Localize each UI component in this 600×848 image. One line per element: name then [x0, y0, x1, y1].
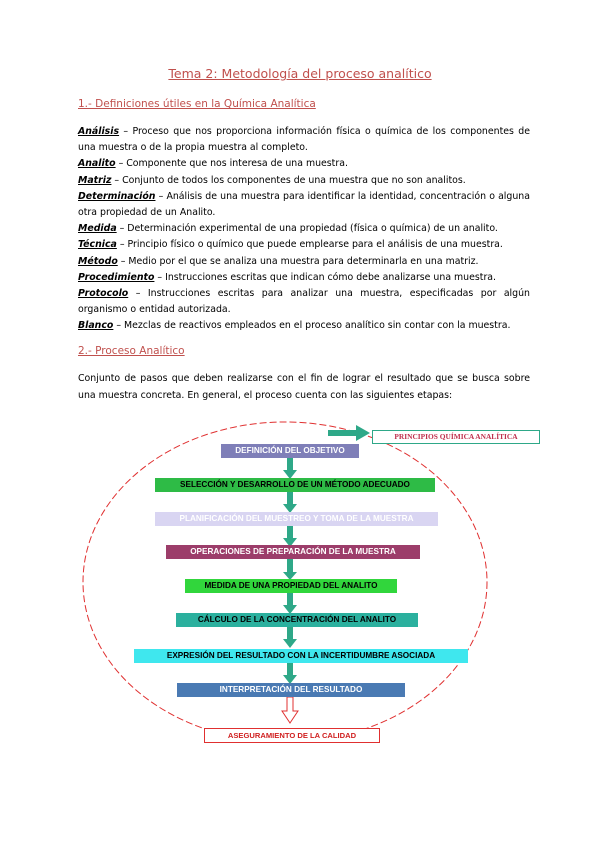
step-arrow-5 — [283, 593, 297, 614]
definition-text: – Determinación experimental de una propiedad (física o química) de un analito. — [116, 223, 498, 235]
step-arrow-7 — [283, 663, 297, 684]
definition-term: Determinación — [78, 190, 156, 202]
definition-text: – Principio físico o químico que puede emplearse para el análisis de una muestra. — [116, 239, 503, 251]
step-planificacion: PLANIFICACIÓN DEL MUESTREO Y TOMA DE LA MUESTRA — [155, 512, 438, 526]
definition-text: – Instrucciones escritas que indican cómo debe analizarse una muestra. — [154, 271, 497, 283]
page-title: Tema 2: Metodología del proceso analítico — [168, 66, 432, 81]
step-expresion: EXPRESIÓN DEL RESULTADO CON LA INCERTIDUMBRE ASOCIADA — [134, 649, 468, 663]
definition-term: Procedimiento — [78, 271, 155, 283]
definition-term: Técnica — [78, 239, 117, 251]
step-arrow-1 — [283, 458, 297, 479]
step-interpretacion: INTERPRETACIÓN DEL RESULTADO — [177, 683, 405, 697]
principles-arrow — [328, 425, 370, 441]
definition-text: – Conjunto de todos los componentes de una muestra que no son analitos. — [111, 174, 466, 186]
definition-text: – Mezclas de reactivos empleados en el proceso analítico sin contar con la muestra. — [113, 320, 511, 332]
definition-text: – Análisis de una muestra para identificar la identidad, concentración o alguna otra propiedad de un Analito. — [78, 190, 530, 219]
step-arrow-6 — [283, 627, 297, 648]
quality-box: ASEGURAMIENTO DE LA CALIDAD — [204, 728, 380, 743]
step-arrow-3 — [283, 526, 297, 547]
section2-heading: 2.- Proceso Analítico — [78, 345, 185, 357]
definition-term: Matriz — [78, 174, 112, 186]
step-calculo: CÁLCULO DE LA CONCENTRACIÓN DEL ANALITO — [176, 613, 418, 627]
definition-term: Medida — [78, 223, 117, 235]
step-definicion: DEFINICIÓN DEL OBJETIVO — [221, 444, 359, 458]
definition-text: – Proceso que nos proporciona información física o química de los componentes de una muestra o de la propia muestra al completo. — [78, 126, 530, 154]
section1-heading: 1.- Definiciones útiles en la Química Analítica — [78, 98, 316, 110]
step-medida: MEDIDA DE UNA PROPIEDAD DEL ANALITO — [185, 579, 397, 593]
definition-text: – Medio por el que se analiza una muestra para determinarla en una matriz. — [117, 255, 479, 267]
quality-arrow — [282, 697, 298, 723]
principles-box: PRINCIPIOS QUÍMICA ANALÍTICA — [372, 430, 540, 444]
definition-term: Protocolo — [78, 288, 129, 300]
definition-text: – Instrucciones escritas para analizar una muestra, especificadas por algún organismo o entidad autorizada. — [78, 288, 530, 316]
step-seleccion: SELECCIÓN Y DESARROLLO DE UN MÉTODO ADECUADO — [155, 478, 435, 492]
step-arrow-4 — [283, 559, 297, 580]
definition-term: Método — [78, 255, 118, 267]
definition-term: Blanco — [78, 320, 114, 332]
step-operaciones: OPERACIONES DE PREPARACIÓN DE LA MUESTRA — [166, 545, 420, 559]
section2-intro: Conjunto de pasos que deben realizarse con el fin de lograr el resultado que se busca sobre una muestra concreta. En general, el proceso cuenta con las siguientes etapas: — [78, 373, 530, 401]
definition-text: – Componente que nos interesa de una muestra. — [115, 158, 348, 170]
step-arrow-2 — [283, 492, 297, 513]
definition-term: Analito — [78, 158, 116, 170]
definition-term: Análisis — [78, 126, 120, 137]
